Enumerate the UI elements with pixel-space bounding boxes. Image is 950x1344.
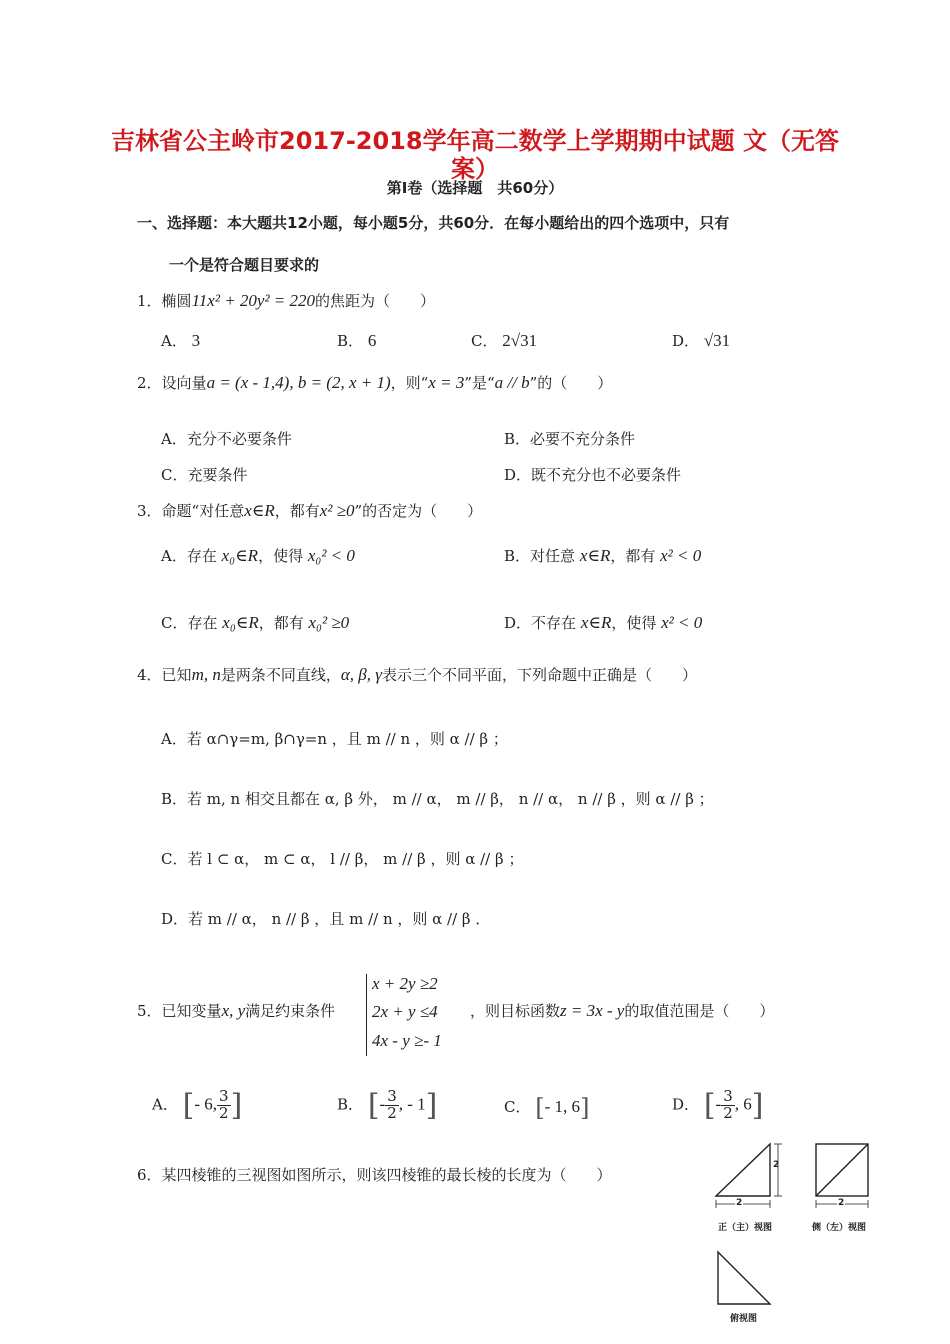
side-view (816, 1144, 868, 1196)
three-view-figure (708, 1136, 888, 1336)
constraint-1: x + 2y ≥2 (372, 974, 438, 993)
option-1b: B． 6 (337, 331, 377, 350)
option-4a: A．若 α∩γ=m, β∩γ=n ，且 m // n ，则 α // β ； (161, 730, 508, 748)
question-2: 2．设向量a = (x - 1,4), b = (2, x + 1)，则“x = 3”是“a // b”的（ ） (137, 373, 613, 392)
option-2c: C．充要条件 (161, 466, 248, 484)
option-1c: C． 2√31 (471, 331, 538, 350)
option-2b: B．必要不充分条件 (504, 430, 636, 448)
top-view (718, 1252, 770, 1304)
question-4: 4．已知m, n是两条不同直线，α, β, γ表示三个不同平面，下列命题中正确是（ ） (137, 665, 697, 684)
section-heading-line2: 一个是符合题目要求的 (169, 256, 320, 274)
front-height-label: 2 (773, 1160, 780, 1170)
question-3: 3．命题“对任意x∈R，都有x² ≥0”的否定为（ ） (137, 501, 483, 520)
option-5b: B． [- $\frac{3}{2}$ , - 1] (337, 1087, 438, 1123)
option-3d: D．不存在 x∈R，使得 x² < 0 (504, 613, 703, 632)
side-dim-label: 2 (838, 1198, 845, 1208)
constraint-2: 2x + y ≤4 (372, 1002, 438, 1021)
option-1d: D． √31 (672, 331, 731, 350)
option-5c: C． [- 1, 6] (504, 1094, 590, 1122)
page-title-line2: 案） (451, 155, 499, 183)
question-5-stem: 5．已知变量x, y满足约束条件 (137, 1001, 336, 1020)
option-5d: D． [- $\frac{3}{2}$ , 6] (672, 1087, 764, 1123)
option-5a: A． [- 6, $\frac{3}{2}$ ] (152, 1087, 243, 1123)
constraint-brace (366, 974, 367, 1056)
part-heading: 第Ⅰ卷（选择题 共60分） (386, 179, 564, 197)
option-4d: D．若 m // α， n // β ，且 m // n ，则 α // β ． (161, 910, 491, 928)
question-math: 11x² + 20y² = 220 (191, 291, 316, 310)
top-view-label: 俯视图 (730, 1314, 758, 1324)
side-view-label: 侧（左）视图 (812, 1223, 867, 1233)
question-math: a = (x - 1,4), b = (2, x + 1) (206, 373, 391, 392)
page-title-line1: 吉林省公主岭市2017-2018学年高二数学上学期期中试题 文（无答 (111, 127, 839, 155)
front-dim-label: 2 (736, 1198, 743, 1208)
question-text: 椭圆 (161, 292, 192, 310)
option-3b: B．对任意 x∈R，都有 x² < 0 (504, 546, 702, 565)
section-heading-line1: 一、选择题：本大题共12小题，每小题5分，共60分．在每小题给出的四个选项中，只有 (137, 214, 730, 232)
front-view-label: 正（主）视图 (718, 1223, 773, 1233)
constraint-3: 4x - y ≥- 1 (372, 1031, 442, 1050)
option-1a: A． 3 (161, 331, 201, 350)
option-2d: D．既不充分也不必要条件 (504, 466, 682, 484)
question-5-tail: ，则目标函数z = 3x - y的取值范围是（ ） (470, 1001, 775, 1020)
question-number: 1． (137, 292, 162, 310)
front-view (716, 1144, 770, 1196)
question-text: 的焦距为（ ） (315, 292, 436, 310)
question-6: 6．某四棱锥的三视图如图所示，则该四棱锥的最长棱的长度为（ ） (137, 1166, 612, 1184)
option-3a: A．存在 x₀∈R，使得 x₀² < 0 (161, 546, 355, 565)
option-3c: C．存在 x₀∈R，都有 x₀² ≥0 (161, 613, 350, 632)
question-1 (137, 290, 435, 311)
option-4b: B．若 m, n 相交且都在 α, β 外， m // α， m // β， n // α， n // β ，则 α // β ； (161, 790, 714, 808)
option-2a: A．充分不必要条件 (161, 430, 292, 448)
option-4c: C．若 l ⊂ α， m ⊂ α， l // β， m // β ，则 α // β ； (161, 850, 524, 868)
